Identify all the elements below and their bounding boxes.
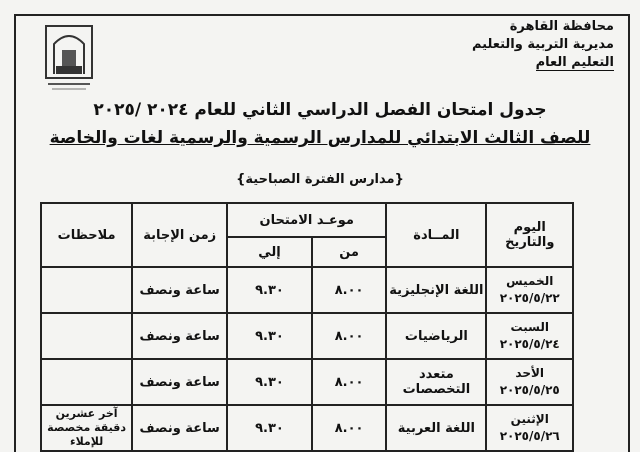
table-row <box>41 405 573 451</box>
day-name: السبت <box>510 320 549 334</box>
header-subject: المــادة <box>386 203 486 267</box>
from-cell: ٨.٠٠ <box>312 267 386 313</box>
directorate-label: مديرية التربية والتعليم <box>471 37 614 52</box>
to-cell: ٩.٣٠ <box>227 359 312 405</box>
duration-cell: ساعة ونصف <box>132 359 227 405</box>
duration-cell: ساعة ونصف <box>132 405 227 451</box>
subject-cell: متعدد التخصصات <box>386 359 486 405</box>
header-from: من <box>312 237 386 267</box>
header-day-date: اليوم والتاريخ <box>486 203 573 267</box>
authority-header <box>472 18 614 72</box>
notes-cell <box>41 313 132 359</box>
exam-date: ٢٠٢٥/٥/٢٥ <box>499 383 560 397</box>
header-duration: زمن الإجابة <box>132 203 227 267</box>
day-name: الإثنين <box>510 412 549 426</box>
header-notes: ملاحظات <box>41 203 132 267</box>
ministry-logo <box>40 22 98 92</box>
table-row <box>41 313 573 359</box>
to-cell: ٩.٣٠ <box>227 405 312 451</box>
day-name: الخميس <box>506 274 554 288</box>
duration-cell: ساعة ونصف <box>132 313 227 359</box>
table-row <box>41 359 573 405</box>
day-date-cell <box>486 359 573 405</box>
subject-cell: اللغة العربية <box>386 405 486 451</box>
exam-date: ٢٠٢٥/٥/٢٤ <box>499 337 560 351</box>
subject-cell: الرياضيات <box>386 313 486 359</box>
day-name: الأحد <box>515 366 545 380</box>
notes-cell <box>41 359 132 405</box>
header-exam-time: موعـد الامتحان <box>227 203 386 237</box>
subject-cell: اللغة الإنجليزية <box>386 267 486 313</box>
exam-date: ٢٠٢٥/٥/٢٢ <box>499 291 560 305</box>
exam-schedule-table <box>40 202 574 452</box>
header-to: إلي <box>227 237 312 267</box>
day-date-cell <box>486 405 573 451</box>
schedule-title: جدول امتحان الفصل الدراسي الثاني للعام ٢٠٢٤ /٢٠٢٥ <box>93 100 547 120</box>
day-date-cell <box>486 313 573 359</box>
governorate-label: محافظة القاهرة <box>509 19 614 34</box>
day-date-cell <box>486 267 573 313</box>
table-row <box>41 267 573 313</box>
exam-date: ٢٠٢٥/٥/٢٦ <box>499 429 560 443</box>
to-cell: ٩.٣٠ <box>227 267 312 313</box>
shift-label: {مدارس الفترة الصباحية} <box>236 172 404 187</box>
from-cell: ٨.٠٠ <box>312 313 386 359</box>
schedule-subtitle: للصف الثالث الابتدائي للمدارس الرسمية والرسمية لغات والخاصة <box>49 128 591 148</box>
to-cell: ٩.٣٠ <box>227 313 312 359</box>
department-label: التعليم العام <box>535 55 614 70</box>
from-cell: ٨.٠٠ <box>312 405 386 451</box>
from-cell: ٨.٠٠ <box>312 359 386 405</box>
duration-cell: ساعة ونصف <box>132 267 227 313</box>
notes-cell <box>41 267 132 313</box>
notes-cell: آخر عشرين دقيقة مخصصة للإملاء <box>41 405 132 451</box>
